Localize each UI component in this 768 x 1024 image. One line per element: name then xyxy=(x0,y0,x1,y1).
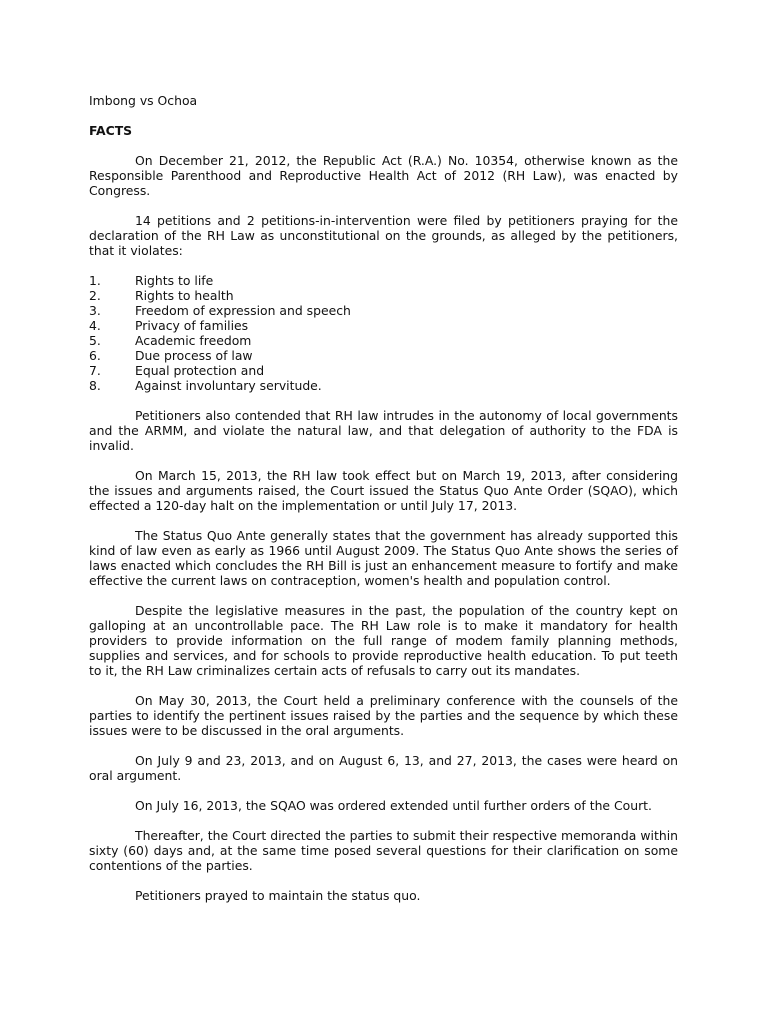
list-number: 2. xyxy=(89,288,101,303)
paragraph-status-quo-prayer: Petitioners prayed to maintain the status quo. xyxy=(135,888,421,903)
paragraph-sqao-issued: On March 15, 2013, the RH law took effect but on March 19, 2013, after considering the issues and arguments raised, the Court issued the Status Quo Ante Order (SQAO), which effected a 120-day halt on the implementation or until July 17, 2013. xyxy=(89,468,678,513)
list-number: 8. xyxy=(89,378,101,393)
list-item xyxy=(89,288,678,303)
document-page xyxy=(89,93,678,918)
paragraph-memoranda: Thereafter, the Court directed the parties to submit their respective memoranda within sixty (60) days and, at the same time posed several questions for their clarification on some contentions of the parties. xyxy=(89,828,678,873)
paragraph-legislative-measures: Despite the legislative measures in the past, the population of the country kept on galloping at an uncontrollable pace. The RH Law role is to make it mandatory for health providers to provide information on the full range of modem family planning methods, supplies and services, and for schools to provide reproductive health education. To put teeth to it, the RH Law criminalizes certain acts of refusals to carry out its mandates. xyxy=(89,603,678,678)
list-text: Due process of law xyxy=(135,348,253,363)
list-item xyxy=(89,318,678,333)
list-text: Equal protection and xyxy=(135,363,265,378)
list-text: Rights to health xyxy=(135,288,234,303)
list-item xyxy=(89,273,678,288)
list-text: Against involuntary servitude. xyxy=(135,378,322,393)
list-item xyxy=(89,348,678,363)
section-heading-facts: FACTS xyxy=(89,123,133,138)
list-number: 6. xyxy=(89,348,101,363)
violations-list xyxy=(89,273,678,393)
list-text: Privacy of families xyxy=(135,318,249,333)
list-item xyxy=(89,303,678,318)
list-number: 4. xyxy=(89,318,101,333)
paragraph-sqao-extended: On July 16, 2013, the SQAO was ordered extended until further orders of the Court. xyxy=(135,798,652,813)
paragraph-contentions: Petitioners also contended that RH law intrudes in the autonomy of local governments and the ARMM, and violate the natural law, and that delegation of authority to the FDA is invalid. xyxy=(89,408,678,453)
document-title: Imbong vs Ochoa xyxy=(89,93,198,108)
list-text: Rights to life xyxy=(135,273,214,288)
list-item xyxy=(89,363,678,378)
paragraph-status-quo-ante: The Status Quo Ante generally states that the government has already supported this kind of law even as early as 1966 until August 2009. The Status Quo Ante shows the series of laws enacted which concludes the RH Bill is just an enhancement measure to fortify and make effective the current laws on contraception, women's health and population control. xyxy=(89,528,678,588)
list-number: 1. xyxy=(89,273,101,288)
list-number: 7. xyxy=(89,363,101,378)
paragraph-oral-argument: On July 9 and 23, 2013, and on August 6, 13, and 27, 2013, the cases were heard on oral argument. xyxy=(89,753,678,783)
list-item xyxy=(89,378,678,393)
paragraph-petitions: 14 petitions and 2 petitions-in-intervention were filed by petitioners praying for the declaration of the RH Law as unconstitutional on the grounds, as alleged by the petitioners, that it violates: xyxy=(89,213,678,258)
paragraph-enactment: On December 21, 2012, the Republic Act (R.A.) No. 10354, otherwise known as the Responsible Parenthood and Reproductive Health Act of 2012 (RH Law), was enacted by Congress. xyxy=(89,153,678,198)
list-text: Freedom of expression and speech xyxy=(135,303,351,318)
paragraph-preliminary-conference: On May 30, 2013, the Court held a preliminary conference with the counsels of the parties to identify the pertinent issues raised by the parties and the sequence by which these issues were to be discussed in the oral arguments. xyxy=(89,693,678,738)
list-text: Academic freedom xyxy=(135,333,252,348)
list-item xyxy=(89,333,678,348)
list-number: 3. xyxy=(89,303,101,318)
list-number: 5. xyxy=(89,333,101,348)
